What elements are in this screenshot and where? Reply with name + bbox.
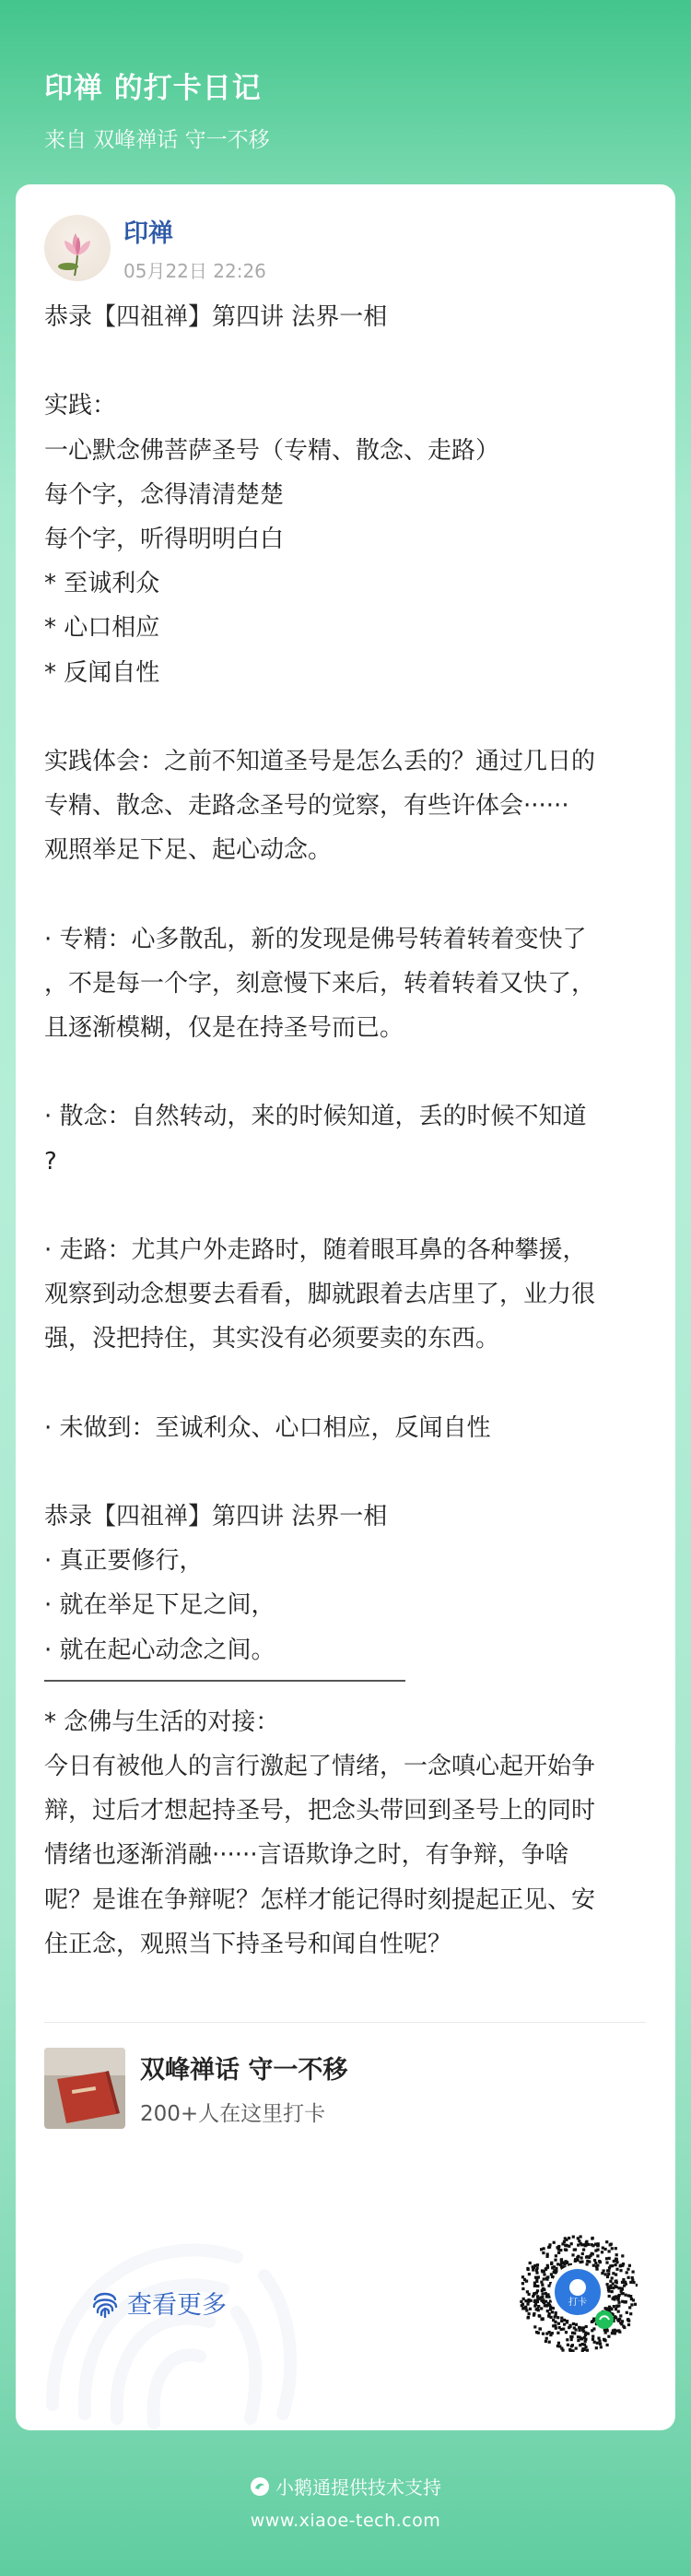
content-line: * 心口相应 xyxy=(44,614,160,643)
content-line: · 真正要修行， xyxy=(44,1547,204,1576)
content-line: ? xyxy=(44,1147,57,1176)
content-line: 观察到动念想要去看看，脚就跟着去店里了，业力很 xyxy=(44,1281,596,1309)
content-line: 呢？是谁在争辩呢？怎样才能记得时刻提起正见、安 xyxy=(44,1885,596,1914)
fingerprint-icon xyxy=(88,2286,122,2320)
content-line: 专精、散念、走路念圣号的觉察，有些许体会······ xyxy=(44,792,569,821)
content-line: · 专精：心多散乱，新的发现是佛号转着转着变快了 xyxy=(44,925,587,953)
content-line: * 反闻自性 xyxy=(44,658,160,687)
content-line: 今日有被他人的言行激起了情绪，一念嗔心起开始争 xyxy=(44,1753,596,1780)
provider-url[interactable]: www.xiaoe-tech.com xyxy=(250,2511,441,2531)
content-line: · 走路：尤其户外走路时，随着眼耳鼻的各种攀援， xyxy=(44,1235,587,1264)
group-member-count: 200+人在这里打卡 xyxy=(140,2102,326,2126)
content-line: 恭录【四祖禅】第四讲 法界一相 xyxy=(44,1503,388,1531)
book-cover-icon xyxy=(44,2048,125,2129)
diary-content xyxy=(44,295,656,1967)
page-subtitle: 来自 双峰禅话 守一不移 xyxy=(44,128,270,152)
section-divider xyxy=(44,2022,646,2023)
mini-program-qr-code[interactable] xyxy=(518,2232,638,2352)
page-title: 印禅 的打卡日记 xyxy=(44,72,262,105)
content-line xyxy=(44,1184,656,1228)
group-cover xyxy=(44,2048,125,2129)
content-line xyxy=(44,872,656,916)
xiaoe-logo-icon xyxy=(250,2476,270,2497)
content-line: * 至诚利众 xyxy=(44,570,160,598)
lotus-icon xyxy=(44,215,111,281)
author-info xyxy=(44,213,266,283)
content-line: 观照举足下足、起心动念。 xyxy=(44,836,333,865)
content-line xyxy=(44,695,656,739)
group-name: 双峰禅话 守一不移 xyxy=(140,2056,348,2085)
author-name[interactable]: 印禅 xyxy=(123,219,173,248)
diary-card xyxy=(16,184,675,2430)
content-rule xyxy=(44,1680,405,1682)
content-line: 恭录【四祖禅】第四讲 法界一相 xyxy=(44,303,388,331)
content-line: 一心默念佛菩萨圣号（专精、散念、走路） xyxy=(44,436,500,465)
content-line xyxy=(44,339,656,384)
post-time: 05月22日 22:26 xyxy=(123,260,266,282)
content-line: · 就在举足下足之间， xyxy=(44,1591,275,1620)
content-line: 每个字，听得明明白白 xyxy=(44,525,285,553)
qr-code-icon xyxy=(518,2232,638,2352)
content-line: 住正念，观照当下持圣号和闻自性呢？ xyxy=(44,1930,452,1958)
content-line: 且逐渐模糊，仅是在持圣号而已。 xyxy=(44,1014,404,1042)
see-more-button[interactable] xyxy=(88,2285,227,2321)
content-line: ，不是每一个字，刻意慢下来后，转着转着又快了， xyxy=(44,969,596,998)
content-line: · 就在起心动念之间。 xyxy=(44,1636,275,1664)
content-line: 强，没把持住，其实没有必须要卖的东西。 xyxy=(44,1325,500,1353)
content-line xyxy=(44,1050,656,1094)
avatar[interactable] xyxy=(44,215,111,281)
page-footer xyxy=(0,2473,691,2531)
content-line: 实践体会：之前不知道圣号是怎么丢的？通过几日的 xyxy=(44,747,596,775)
content-line: 辩，过后才想起持圣号，把念头带回到圣号上的同时 xyxy=(44,1797,596,1826)
content-line: 每个字，念得清清楚楚 xyxy=(44,480,285,509)
content-line: · 散念：自然转动，来的时候知道，丢的时候不知道 xyxy=(44,1103,587,1131)
content-line xyxy=(44,1450,656,1495)
qr-badge-label: 打卡 xyxy=(568,2298,587,2308)
content-line: 实践： xyxy=(44,392,117,420)
content-line: · 未做到：至诚利众、心口相应，反闻自性 xyxy=(44,1413,491,1442)
page-header xyxy=(44,65,270,153)
content-line xyxy=(44,1362,656,1406)
see-more-label: 查看更多 xyxy=(127,2291,227,2320)
content-line: * 念佛与生活的对接： xyxy=(44,1707,280,1736)
provider-text: 小鹅通提供技术支持 xyxy=(275,2476,441,2499)
content-line: 情绪也逐渐消融······言语欺诤之时，有争辩，争啥 xyxy=(44,1841,569,1870)
group-info[interactable] xyxy=(44,2048,347,2129)
